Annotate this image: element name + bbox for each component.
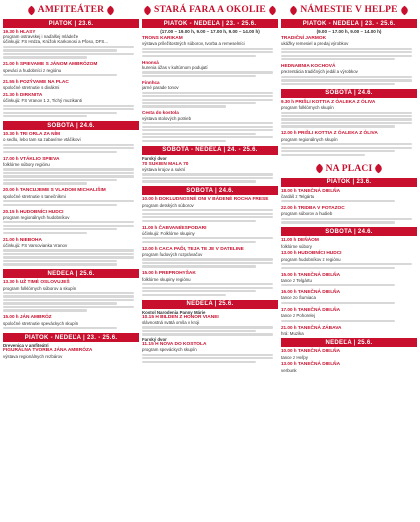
event-desc: verbunk xyxy=(281,367,297,373)
event-item xyxy=(281,307,417,323)
text-lines xyxy=(281,143,417,156)
day-banner: PIATOK - NEDEĽA | 23. - 25.6. xyxy=(142,19,278,28)
event-title: VTÁKLIO SPIEVA xyxy=(19,156,60,162)
column-title: NÁMESTIE V HELPE xyxy=(300,5,398,15)
leaf-icon xyxy=(289,5,299,15)
event-time: 10.00 h xyxy=(142,196,158,202)
event-time: 10.30 h xyxy=(3,131,19,137)
event-title: TANEČNÁ DIELŇA xyxy=(297,188,341,194)
event-title: DEŇÁOM xyxy=(297,238,319,244)
text-lines xyxy=(142,48,278,57)
event-desc: program folklórnych súborov a skupín xyxy=(3,285,77,291)
text-lines xyxy=(3,74,139,76)
section-title: NA PLACI xyxy=(325,163,373,174)
event-desc: kurenia úžas v kultúrnom podujatí xyxy=(142,64,208,70)
event-item xyxy=(3,314,139,330)
event-title: DOKLUDNOSNÉ ONI V BÁDENÉ ROCHA FRESE xyxy=(158,197,269,203)
event-title: TRIDBA V POTAZOC xyxy=(297,206,345,212)
event-title: UŽ TIMÉ OSLOVUJEŠ xyxy=(19,280,70,286)
event-title: Cesta do kostola xyxy=(142,110,179,116)
event-time: 15.00 h xyxy=(142,270,158,276)
event-item xyxy=(281,361,417,372)
event-desc: o sedlo, lebo tam sa zabavíme vtáčikovi xyxy=(3,137,81,143)
event-time: 16.00 h xyxy=(281,289,297,295)
text-lines xyxy=(281,200,417,202)
day-banner: PIATOK | 23.6. xyxy=(281,178,417,187)
event-item xyxy=(3,343,139,359)
event-time: 11.00 h xyxy=(281,237,297,243)
event-title: 10.15 H BILDEN Z HONOR VIANEI xyxy=(142,314,219,320)
event-item xyxy=(281,63,417,86)
text-lines xyxy=(3,221,139,234)
day-banner: PIATOK | 23.6. xyxy=(3,19,139,28)
text-lines xyxy=(281,48,417,61)
text-lines xyxy=(281,112,417,128)
event-title: HEDNABNIA KOCHOVÁ xyxy=(281,64,336,70)
event-item xyxy=(281,348,417,359)
event-title: POZÝVAME NA PLAC xyxy=(19,80,69,86)
event-time: 15.00 h xyxy=(281,271,297,277)
event-desc: speváci a hudobníci z regiónu xyxy=(3,67,62,73)
event-item xyxy=(3,131,139,154)
event-title: HLASY xyxy=(19,29,36,34)
event-place: Drevenica v amfiteátri xyxy=(3,343,49,349)
event-item xyxy=(3,209,139,236)
event-time: 15.00 h xyxy=(3,314,19,320)
event-time: 19.30 h xyxy=(3,29,19,34)
column-title: AMFITEÁTER xyxy=(37,5,105,15)
event-desc: výstava stolových potrieb xyxy=(142,115,192,121)
event-time: 12.00 h xyxy=(281,130,297,136)
text-lines xyxy=(281,284,417,286)
event-desc: folklórne súbory regiónu xyxy=(3,161,50,167)
text-lines xyxy=(3,105,139,118)
opening-hours: (17.00 – 19.00 h, 9.00 – 17.00 h, 9.00 – 14.00 h) xyxy=(160,29,260,34)
event-time: 11.00 h xyxy=(142,224,158,230)
event-desc: ukážky remesiel a predaj výrobkov xyxy=(281,41,349,47)
event-item xyxy=(142,80,278,109)
event-title: TRADIČNÍ JARMOK xyxy=(281,36,327,41)
event-title: NIEBOHA xyxy=(19,237,42,243)
column-namestie xyxy=(281,2,417,520)
event-title: 70 SUKIEN MALA 70 xyxy=(142,161,189,167)
event-title: PRIŠLI KOTTIA Z ÓALEKA Z ÓLIVA xyxy=(297,131,378,137)
event-desc: výstava regionálnych rezbárov xyxy=(3,353,63,359)
event-title: TANEČNÁ DIELŇA xyxy=(297,307,341,313)
leaf-icon xyxy=(374,164,384,174)
event-title: JÁN AMBRÓZ xyxy=(19,315,52,321)
event-item xyxy=(281,99,417,129)
text-lines xyxy=(281,218,417,224)
event-title: HUDOBNÍCI HUDCI xyxy=(19,209,64,215)
event-item xyxy=(142,196,278,223)
event-title: HUDOBNÍCI HUDCI xyxy=(297,251,342,257)
event-item xyxy=(3,29,139,60)
leaf-icon xyxy=(26,5,36,15)
event-desc: program folklórnych skupín xyxy=(281,105,334,110)
day-banner: NEDEĽA | 25.6. xyxy=(142,300,278,309)
event-item xyxy=(281,188,417,204)
event-title: TANEČNÁ DIELŇA xyxy=(297,349,341,355)
text-lines xyxy=(281,320,417,322)
event-desc: účinkujú: FS Vranov 1 2, Tichý muzikanti xyxy=(3,98,82,104)
event-title: Finnhca xyxy=(142,79,160,85)
event-desc: výstava krojov a sukní xyxy=(142,166,186,172)
leaf-icon xyxy=(399,5,409,15)
text-lines xyxy=(3,46,139,59)
event-title: DIRKNITA xyxy=(19,92,43,98)
event-item xyxy=(3,79,139,90)
event-time: 20.15 h xyxy=(3,208,19,214)
event-title: PRIŠLI KOTTIA Z ÓALEKA Z ÓLIVA xyxy=(295,99,376,105)
event-desc: jarné parade tonov xyxy=(142,85,179,91)
event-title: TRONS KARIKAM xyxy=(142,36,183,41)
day-banner: NEDEĽA | 25.6. xyxy=(281,338,417,347)
day-banner: PIATOK - NEDEĽA | 23. - 25.6. xyxy=(3,333,139,342)
event-desc: tance z Pohorelej xyxy=(281,313,315,319)
event-item xyxy=(142,246,278,269)
day-banner: SOBOTA | 24.6. xyxy=(281,227,417,236)
event-desc: čardáš z Telgártu xyxy=(281,193,315,199)
event-title: Hnonsá xyxy=(142,59,159,65)
event-desc: účinkujú: Folklórne skupiny xyxy=(142,230,195,236)
column-stara-fara xyxy=(142,2,278,520)
text-lines xyxy=(3,327,139,329)
text-lines xyxy=(281,263,417,269)
text-lines xyxy=(281,76,417,85)
event-title: FIGURÁLNA TVORBA JÁNA AMBRÓZA xyxy=(3,348,93,354)
leaf-icon xyxy=(268,5,278,15)
event-desc: tance z Heľpy xyxy=(281,354,308,360)
leaf-icon xyxy=(314,164,324,174)
event-title: TANEČNÁ DIELŇA xyxy=(297,362,341,368)
event-place: Kostol Narodenia Panny Márie xyxy=(142,309,206,315)
text-lines xyxy=(3,292,139,312)
event-time: 21.00 h xyxy=(3,61,19,67)
text-lines xyxy=(142,354,278,363)
text-lines xyxy=(281,302,417,304)
event-desc: hrá: Muzika xyxy=(281,330,304,336)
event-desc: folklórne skupiny regiónu xyxy=(142,276,191,282)
event-desc: program súborov a hudieb xyxy=(281,211,333,217)
event-time: 20.00 h xyxy=(3,187,19,193)
day-banner: SOBOTA - NEDEĽA | 24. - 25.6. xyxy=(142,146,278,155)
event-desc: program ostravskej i naďalšej mládeže xyxy=(3,34,79,40)
event-item xyxy=(3,92,139,119)
section-heading xyxy=(281,161,417,177)
event-time: 21.55 h xyxy=(3,79,19,85)
event-item xyxy=(3,279,139,313)
text-lines xyxy=(142,209,278,222)
column-title: STARÁ FARA A OKOLIE xyxy=(154,5,266,15)
text-lines xyxy=(142,122,278,142)
day-banner: SOBOTA | 24.6. xyxy=(142,186,278,195)
event-desc: tance z Telgártu xyxy=(281,277,312,283)
event-desc: tance zo Šumiaca xyxy=(281,295,316,301)
event-place: Farský dvor xyxy=(142,155,167,161)
event-item xyxy=(281,205,417,225)
event-time: 13.30 h xyxy=(3,279,19,285)
event-time: 17.00 h xyxy=(281,306,297,312)
leaf-icon xyxy=(106,5,116,15)
text-lines xyxy=(142,283,278,296)
event-title: TANEČNÁ DIELŇA xyxy=(297,272,341,278)
event-item xyxy=(281,35,417,62)
event-time: 21.30 h xyxy=(3,91,19,97)
text-lines xyxy=(142,237,278,243)
event-desc: spoločné stretnutie speváckych skupín xyxy=(3,320,79,326)
event-item xyxy=(142,60,278,79)
text-lines xyxy=(142,258,278,267)
event-title: TANEČNÁ ZÁBAVA xyxy=(297,325,342,331)
day-banner: NEDEĽA | 25.6. xyxy=(3,269,139,278)
leaf-icon xyxy=(143,5,153,15)
event-item xyxy=(142,225,278,245)
event-item xyxy=(142,35,278,58)
event-item xyxy=(281,237,417,248)
event-desc: výstava príležitostných súborov, tvorba a remeselníci xyxy=(142,41,245,47)
event-item xyxy=(281,250,417,270)
event-time: 17.00 h xyxy=(3,155,19,161)
event-title: ČABVANI/ESPODARI xyxy=(158,225,207,231)
event-item xyxy=(3,237,139,267)
event-title: TRI ORLA ZA NÍM xyxy=(19,132,60,138)
event-time: 22.00 h xyxy=(281,205,297,211)
event-title: SPIEVAME S JÁNOM AMBRÓZOM xyxy=(19,62,98,68)
opening-hours: (9.00 – 17.00 h, 9.00 – 14.00 h) xyxy=(316,29,382,34)
event-title: 11.15 H NOVA DO KOSTOLA xyxy=(142,342,207,348)
column-amfiteater xyxy=(3,2,139,520)
event-desc: spoločné stretnutie s divákmi xyxy=(3,85,60,91)
event-desc: účinkujú: FS Varsovianka Vranov xyxy=(3,242,68,248)
day-banner: SOBOTA | 24.6. xyxy=(3,121,139,130)
event-desc: folklórne súbory xyxy=(281,243,312,249)
event-title: CACA PAĎI, TEJA TE JE V DATELINE xyxy=(158,246,244,252)
event-title: PREPROHYŠAK xyxy=(158,271,196,277)
event-item xyxy=(142,156,278,184)
event-item xyxy=(142,110,278,143)
column-header xyxy=(142,2,278,18)
text-lines xyxy=(3,144,139,153)
event-title: TANCUJEME S VLADOM MICHALIŠIM xyxy=(19,188,106,194)
event-desc: program speváckych skupín xyxy=(142,347,197,353)
text-lines xyxy=(3,249,139,265)
event-desc: slávnostná svätá omša v kroji xyxy=(142,319,200,325)
event-time: 21.00 h xyxy=(281,324,297,330)
event-desc: program ľudových rozprávačov xyxy=(142,251,203,257)
event-item xyxy=(142,270,278,297)
text-lines xyxy=(142,173,278,182)
text-lines xyxy=(142,71,278,77)
event-time: 10.00 h xyxy=(281,348,297,354)
event-desc: účinkujú: FS Hrdza, Krúžok Karkonosi a Pľoso, DFS... xyxy=(3,39,108,45)
text-lines xyxy=(3,200,139,206)
text-lines xyxy=(142,92,278,108)
event-item xyxy=(281,325,417,336)
column-header xyxy=(3,2,139,18)
event-desc: program hudobníkov z regiónu xyxy=(281,256,341,262)
event-place: Farský dvor xyxy=(142,336,167,342)
event-item xyxy=(142,310,278,365)
event-desc: program regionálnych hudobníkov xyxy=(3,214,70,220)
event-item xyxy=(3,187,139,207)
text-lines xyxy=(3,168,139,184)
event-desc: spoločné stretnutie s tanečníkmi xyxy=(3,193,66,199)
event-time: 9.30 h xyxy=(281,98,295,104)
event-time: 21.00 h xyxy=(3,236,19,242)
day-banner: SOBOTA | 24.6. xyxy=(281,89,417,98)
event-desc: program regionálnych skupín xyxy=(281,136,338,142)
event-desc: prezentácia tradičných jedál a výrobkov xyxy=(281,69,358,75)
event-time: 18.00 h xyxy=(281,187,297,193)
event-item xyxy=(3,61,139,77)
column-header xyxy=(281,2,417,18)
event-item xyxy=(3,156,139,186)
event-time: 12.00 h xyxy=(142,245,158,251)
event-time: 13.00 h xyxy=(281,361,297,367)
event-item xyxy=(281,272,417,288)
event-item xyxy=(281,130,417,157)
event-desc: program detských súborov xyxy=(142,202,194,208)
event-time: 13.00 h xyxy=(281,250,297,256)
event-title: TANEČNÁ DIELŇA xyxy=(297,290,341,296)
event-item xyxy=(281,289,417,305)
text-lines xyxy=(142,326,278,335)
day-banner: PIATOK - NEDEĽA | 23. - 25.6. xyxy=(281,19,417,28)
